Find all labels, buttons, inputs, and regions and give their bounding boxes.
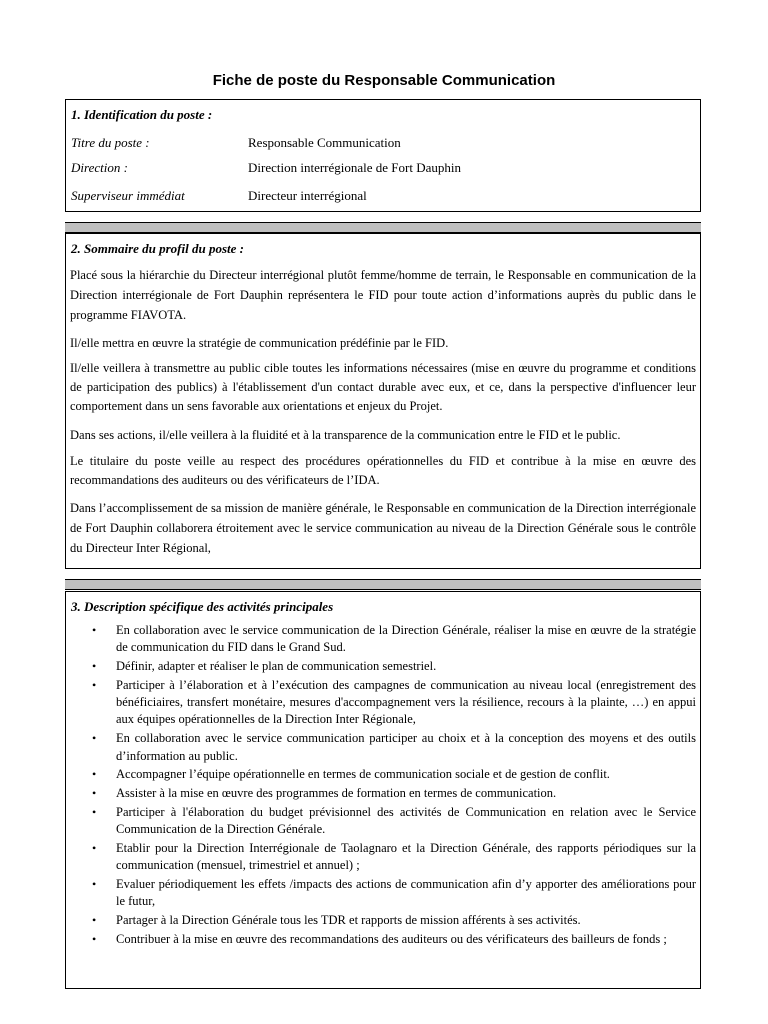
bullet-icon: • xyxy=(92,841,97,856)
job-title-label: Titre du poste : xyxy=(71,135,150,150)
summary-paragraph: Il/elle mettra en œuvre la stratégie de communication prédéfinie par le FID. xyxy=(70,336,449,350)
section-activities xyxy=(65,591,701,989)
summary-paragraph: Il/elle veillera à transmettre au public cible toutes les informations nécessaires (mise en œuvre du programme et conditions de participation des publics) à l'établissement d'un contact durable avec eux, et ce, dans la perspective d'influencer leur comportement dans un sens favorable aux orientations et enjeux du Projet. xyxy=(70,361,696,413)
summary-paragraph: Dans l’accomplissement de sa mission de manière générale, le Responsable en communication de la Direction interrégionale de Fort Dauphin collaborera étroitement avec le service communication au niveau de la Direction Générale sous le contrôle du Directeur Inter Régional, xyxy=(70,501,696,555)
bullet-icon: • xyxy=(92,767,97,782)
bullet-icon: • xyxy=(92,913,97,928)
section-separator xyxy=(65,568,701,590)
list-item: • Accompagner l’équipe opérationnelle en termes de communication sociale et de gestion de conflit. xyxy=(70,766,696,783)
list-item: • Participer à l'élaboration du budget prévisionnel des activités de Communication en relation avec le Service Communication de la Direction Générale. xyxy=(92,804,696,837)
summary-paragraph: Dans ses actions, il/elle veillera à la fluidité et à la transparence de la communication entre le FID et le public. xyxy=(70,428,621,442)
section-1-heading: 1. Identification du poste : xyxy=(71,107,213,122)
section-identification xyxy=(65,99,701,211)
section-3-heading: 3. Description spécifique des activités principales xyxy=(71,599,334,614)
section-profile-summary xyxy=(65,233,701,568)
list-item: • Partager à la Direction Générale tous les TDR et rapports de mission afférents à ses activités. xyxy=(70,912,696,929)
bullet-icon: • xyxy=(92,804,97,819)
bullet-icon: • xyxy=(92,877,97,892)
bullet-icon: • xyxy=(92,731,97,746)
list-item: • Evaluer périodiquement les effets /impacts des actions de communication afin d’y apporter des améliorations pour le futur, xyxy=(92,877,696,909)
bullet-icon: • xyxy=(92,786,97,801)
list-item: • En collaboration avec le service communication de la Direction Générale, réaliser la mise en œuvre de la stratégie de communication du FID dans le Grand Sud. xyxy=(92,623,696,655)
activities-list xyxy=(70,622,696,950)
list-item: • Assister à la mise en œuvre des programmes de formation en termes de communication. xyxy=(70,785,696,802)
bullet-icon: • xyxy=(92,623,97,637)
job-title-value: Responsable Communication xyxy=(248,135,401,150)
section-2-heading: 2. Sommaire du profil du poste : xyxy=(71,241,244,256)
summary-paragraph: Placé sous la hiérarchie du Directeur interrégional plutôt femme/homme de terrain, le Responsable en communication de la Direction interrégionale de Fort Dauphin représentera le FID pour toute action d’informations auprès du public dans le programme FIAVOTA. xyxy=(70,268,696,322)
section-separator xyxy=(65,211,701,233)
list-item: • Définir, adapter et réaliser le plan de communication semestriel. xyxy=(70,658,696,675)
supervisor-value: Directeur interrégional xyxy=(248,188,367,203)
summary-paragraph: Le titulaire du poste veille au respect des procédures opérationnelles du FID et contribue à la mise en œuvre des recommandations des auditeurs ou des vérificateurs de l’IDA. xyxy=(70,454,696,487)
bullet-icon: • xyxy=(92,677,97,692)
list-item: • En collaboration avec le service communication participer au choix et à la conception des moyens et des outils d’information au public. xyxy=(92,731,696,763)
direction-value: Direction interrégionale de Fort Dauphin xyxy=(248,160,461,175)
document-title: Fiche de poste du Responsable Communication xyxy=(212,72,556,89)
direction-label: Direction : xyxy=(71,160,128,175)
list-item: • Participer à l’élaboration et à l’exécution des campagnes de communication au niveau local (enregistrement des bénéficiaires, transfert monétaire, mesures d'accompagnement vers la résilience, recours à la plainte, …) en appui aux équipes opérationnelles de la Direction Inter Régionale, xyxy=(92,677,696,727)
bullet-icon: • xyxy=(92,659,97,674)
supervisor-label: Superviseur immédiat xyxy=(71,188,185,203)
bullet-icon: • xyxy=(92,932,97,947)
list-item: • Etablir pour la Direction Interrégionale de Taolagnaro et la Direction Générale, des rapports périodiques sur la communication (mensuel, trimestriel et annuel) ; xyxy=(92,841,696,873)
list-item: • Contribuer à la mise en œuvre des recommandations des auditeurs ou des vérificateurs des bailleurs de fonds ; xyxy=(70,931,696,948)
